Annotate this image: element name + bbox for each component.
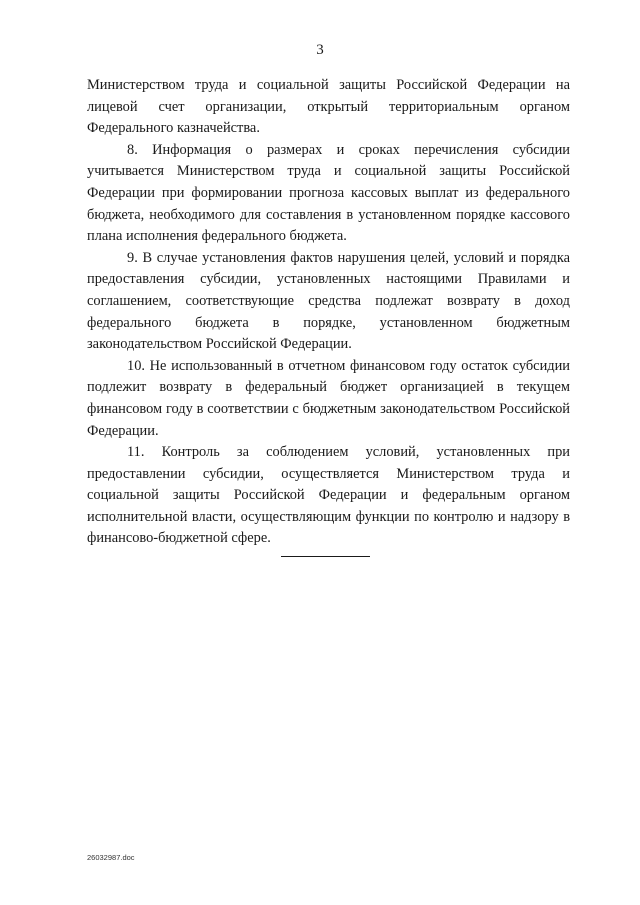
paragraph-8: 8. Информация о размерах и сроках перечисления субсидии учитывается Министерством труда и социальной защиты Российской Федерации при формировании прогноза кассовых выплат из федерального бюджета, необходимого для составления в установленном порядке кассового плана исполнения федерального бюджета. — [87, 141, 570, 245]
paragraph-10: 10. Не использованный в отчетном финансовом году остаток субсидии подлежит возврату в федеральный бюджет организацией в текущем финансовом году в соответствии с бюджетным законодательством Российской Федерации. — [87, 357, 570, 439]
end-separator-line — [281, 556, 370, 557]
paragraph-continuation: Министерством труда и социальной защиты Российской Федерации на лицевой счет организации, открытый территориальным органом Федерального казначейства. — [87, 77, 570, 137]
paragraph-9: 9. В случае установления фактов нарушения целей, условий и порядка предоставления субсидии, установленных настоящими Правилами и соглашением, соответствующие средства подлежат возврату в доход федерального бюджета в порядке, установленном бюджетным законодательством Российской Федерации. — [87, 249, 570, 353]
document-body — [87, 75, 570, 550]
paragraph-11: 11. Контроль за соблюдением условий, установленных при предоставлении субсидии, осуществляется Министерством труда и социальной защиты Российской Федерации и федеральным органом исполнительной власти, осуществляющим функции по контролю и надзору в финансово-бюджетной сфере. — [87, 444, 570, 547]
page-number: 3 — [316, 42, 324, 58]
footer-file-name: 26032987.doc — [87, 853, 135, 862]
